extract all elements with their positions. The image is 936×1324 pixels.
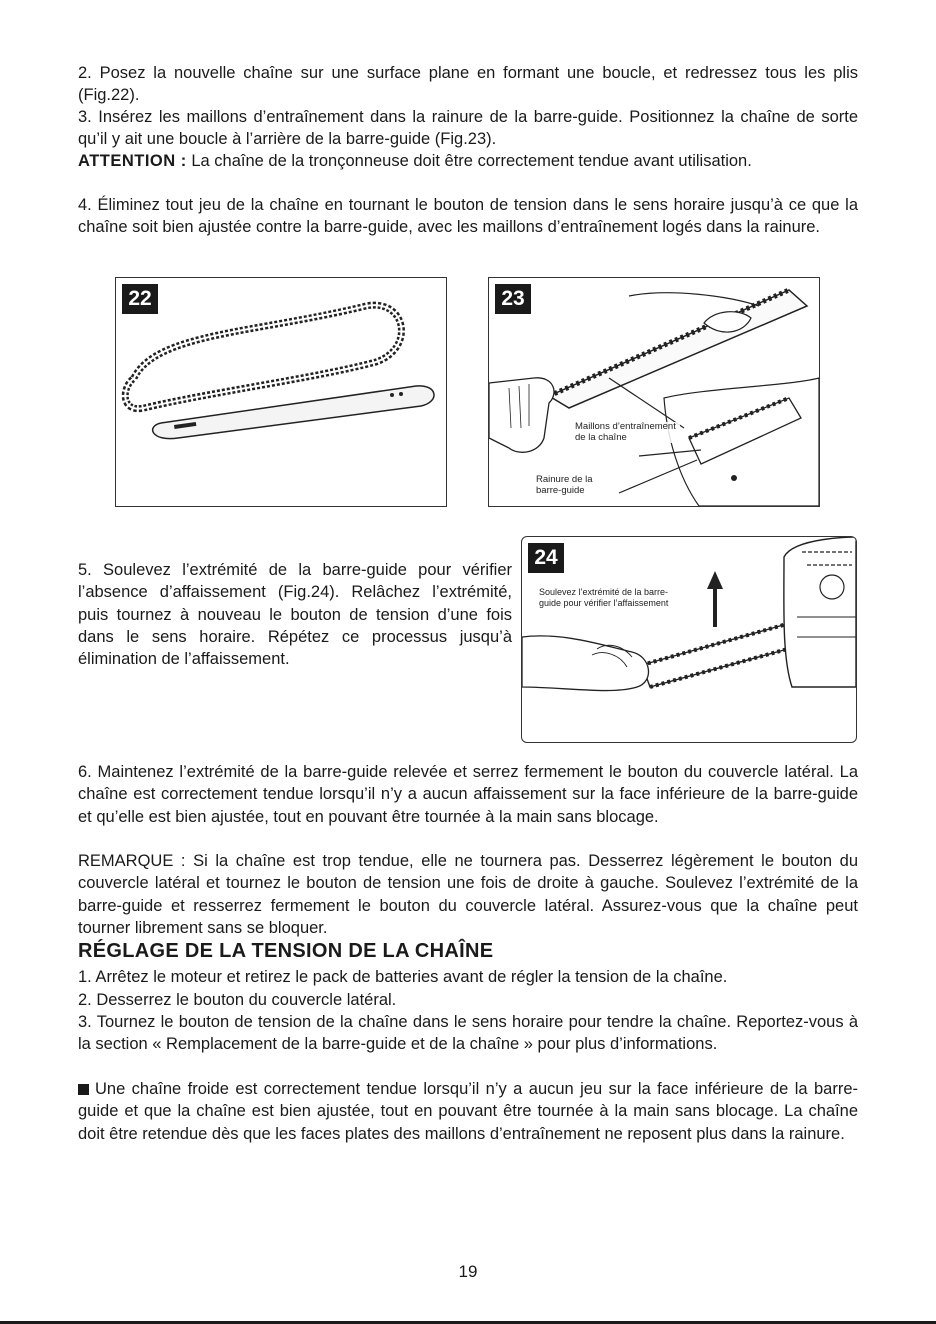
callout-drive-links: Maillons d’entraînement de la chaîne xyxy=(575,422,680,443)
remark-text: REMARQUE : Si la chaîne est trop tendue, elle ne tournera pas. Desserrez légèrement le bouton du couvercle latéral et tournez le bouton de tension une fois de droite à gauche. Soulevez l’extrémité de la barre-guide et resserrez fermement le bouton du couvercle latéral. Assurez-vous que la chaîne peut tourner librement sans se bloquer. xyxy=(78,852,858,937)
figure-23 xyxy=(488,277,820,507)
adjust-step-2: 2. Desserrez le bouton du couvercle latéral. xyxy=(78,991,397,1009)
adjust-step-1: 1. Arrêtez le moteur et retirez le pack de batteries avant de régler la tension de la chaîne. xyxy=(78,968,728,986)
step-5-text: 5. Soulevez l’extrémité de la barre-guide pour vérifier l’absence d’affaissement (Fig.24). Relâchez l’extrémité, puis tournez à nouveau le bouton de tension d’une fois dans le sens horaire. Répétez ce processus jusqu’à élimination de l’affaissement. xyxy=(78,561,512,669)
figure-22-number: 22 xyxy=(122,284,158,314)
figure-24-number: 24 xyxy=(528,543,564,573)
step-3-text: 3. Insérez les maillons d’entraînement dans la rainure de la barre-guide. Positionnez la chaîne de sorte qu’il y ait une boucle à l’arrière de la barre-guide (Fig.23). xyxy=(78,108,858,149)
callout-lift-tip: Soulevez l’extrémité de la barre-guide pour vérifier l’affaissement xyxy=(539,587,669,608)
bullet-text: Une chaîne froide est correctement tendue lorsqu’il n’y a aucun jeu sur la face inférieure de la barre-guide et que la chaîne est bien ajustée, tout en pouvant être tournée à la main sans blocage. La chaîne doit être retendue dès que les faces plates des maillons d’entraînement ne reposent plus dans la rainure. xyxy=(78,1080,858,1143)
callout-guide-groove: Rainure de la barre-guide xyxy=(536,475,606,496)
page-number: 19 xyxy=(458,1262,478,1281)
adjust-step-3: 3. Tournez le bouton de tension de la chaîne dans le sens horaire pour tendre la chaîne. Reportez-vous à la section « Remplacement de la barre-guide et de la chaîne » pour plus d’informations. xyxy=(78,1013,858,1054)
attention-label: ATTENTION : xyxy=(78,152,187,170)
step-6-text: 6. Maintenez l’extrémité de la barre-guide relevée et serrez fermement le bouton du couvercle latéral. La chaîne est correctement tendue lorsqu’il n’y a aucun affaissement sur la face inférieure de la barre-guide et qu’elle est bien ajustée, tout en pouvant être tournée à la main sans blocage. xyxy=(78,763,858,826)
square-bullet-icon xyxy=(78,1084,89,1095)
chain-loop-illustration xyxy=(116,278,446,506)
step-4-text: 4. Éliminez tout jeu de la chaîne en tournant le bouton de tension dans le sens horaire jusqu’à ce que la chaîne soit bien ajustée contre la barre-guide, avec les maillons d’entraînement logés dans la rainure. xyxy=(78,196,858,237)
step-2-text: 2. Posez la nouvelle chaîne sur une surface plane en formant une boucle, et redressez tous les plis (Fig.22). xyxy=(78,64,858,105)
section-title: RÉGLAGE DE LA TENSION DE LA CHAÎNE xyxy=(78,940,494,962)
bullet-paragraph xyxy=(78,1078,858,1145)
bar-lift-illustration xyxy=(522,537,856,742)
attention-paragraph xyxy=(78,150,858,172)
figure-23-number: 23 xyxy=(495,284,531,314)
figure-24 xyxy=(521,536,857,743)
figure-22 xyxy=(115,277,447,507)
chain-insertion-illustration xyxy=(489,278,819,506)
attention-text: La chaîne de la tronçonneuse doit être correctement tendue avant utilisation. xyxy=(191,152,752,170)
